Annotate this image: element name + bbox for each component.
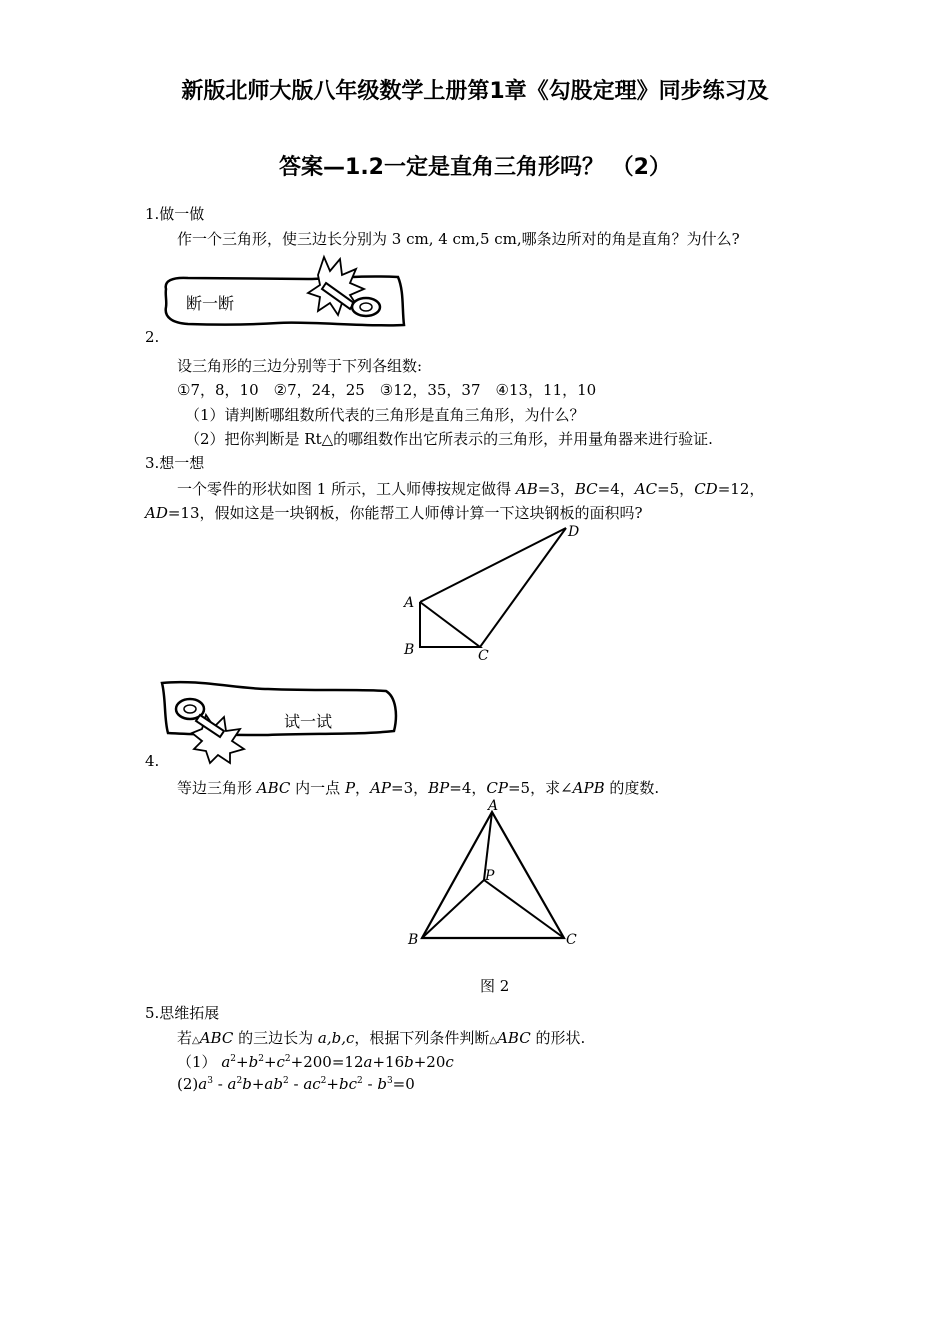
q2-number-groups: ①7，8，10 ②7，24，25 ③12，35，37 ④13，11，10 (177, 381, 597, 399)
fig2-segment-bp (422, 880, 484, 938)
q1-heading: 1.做一做 (145, 205, 205, 223)
q4-number: 4. (145, 752, 160, 770)
fig1-label-a: A (404, 595, 415, 611)
page-title-line-1: 新版北师大版八年级数学上册第1章《勾股定理》同步练习及 (181, 79, 769, 104)
fig1-segment-cd (480, 528, 566, 647)
figure-2-equilateral-triangle (400, 800, 590, 955)
fig1-segment-ad (420, 528, 566, 602)
figure-1-quadrilateral (400, 520, 600, 665)
q1-text: 作一个三角形，使三边长分别为 3 cm, 4 cm,5 cm,哪条边所对的角是直角？为什么? (177, 230, 740, 248)
banner-hammer-illustration (158, 255, 408, 335)
fig2-label-b: B (408, 932, 419, 948)
banner-label-shiyishi: 试一试 (284, 712, 333, 731)
fig2-label-c: C (566, 932, 577, 948)
q3-line-1: 一个零件的形状如图 1 所示，工人师傅按规定做得 AB=3，BC=4，AC=5，CD=12， (177, 480, 765, 498)
figure-2-caption: 图 2 (480, 977, 510, 995)
fig2-segment-cp (484, 880, 564, 938)
q2-intro: 设三角形的三边分别等于下列各组数: (177, 357, 423, 375)
q5-condition-2: $(2)a^3 - a^2b+ab^2 - ac^2+bc^2 - b^3=0$ (177, 1075, 415, 1093)
q2-subquestion-1: （1）请判断哪组数所代表的三角形是直角三角形，为什么？ (185, 406, 585, 424)
q3-heading: 3.想一想 (145, 454, 205, 472)
q5-text: 若△ABC 的三边长为 a,b,c，根据下列条件判断△ABC 的形状. (177, 1029, 586, 1047)
fig1-label-b: B (404, 642, 415, 658)
q4-text: 等边三角形 ABC 内一点 P，AP=3，BP=4，CP=5，求∠APB 的度数. (177, 779, 660, 797)
fig1-label-d: D (568, 524, 580, 540)
fig2-label-p: P (485, 868, 495, 884)
q2-subquestion-2: （2）把你判断是 Rt△的哪组数作出它所表示的三角形，并用量角器来进行验证. (185, 430, 713, 448)
q5-condition-1: （1） $a^2+b^2+c^2+200=12a+16b+20c$ (177, 1053, 454, 1071)
banner-key-illustration (158, 675, 403, 763)
q3-line-2: AD=13，假如这是一块钢板，你能帮工人师傅计算一下这块钢板的面积吗? (145, 504, 643, 522)
q5-heading: 5.思维拓展 (145, 1004, 220, 1022)
hammer-head-icon (352, 298, 380, 316)
fig1-right-triangle-abc (420, 602, 480, 647)
q2-number: 2. (145, 328, 160, 346)
page-title-line-2: 答案—1.2一定是直角三角形吗？ （2） (279, 155, 671, 180)
fig2-label-a: A (488, 798, 499, 814)
fig1-label-c: C (478, 648, 489, 664)
banner-label-duanyiduan: 断一断 (186, 294, 235, 313)
